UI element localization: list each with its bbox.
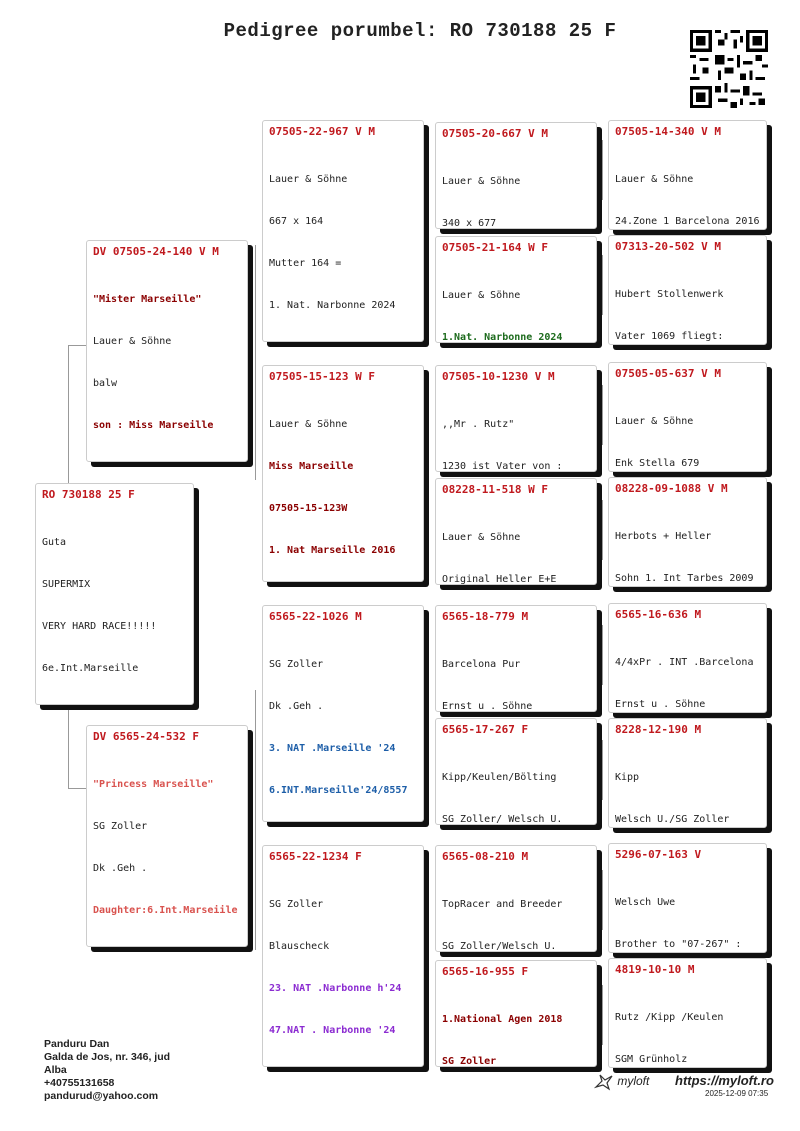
granddam-maternal-card[interactable] <box>262 845 424 1067</box>
gen5-card[interactable] <box>608 477 767 587</box>
line: Lauer & Söhne <box>615 416 694 427</box>
ring-id: 6565-18-779 M <box>442 610 529 623</box>
site-link[interactable]: https://myloft.ro <box>675 1073 774 1088</box>
line: 24.Zone 1 Barcelona 2016 <box>615 216 760 227</box>
connector-line <box>602 255 603 315</box>
owner-name: Panduru Dan <box>44 1038 110 1050</box>
ring-id: 07505-22-967 V M <box>269 125 375 138</box>
line: Lauer & Söhne <box>442 176 521 187</box>
qr-code-icon <box>690 30 768 108</box>
gen4-card[interactable] <box>435 718 597 825</box>
line: Welsch U./SG Zoller <box>615 814 730 825</box>
line: Hubert Stollenwerk <box>615 289 724 300</box>
line: 1.National Agen 2018 <box>442 1014 563 1025</box>
ring-id: 08228-09-1088 V M <box>615 482 728 495</box>
line: 07505-15-123W <box>269 503 348 514</box>
subject-ring-id: RO 730188 25 F <box>42 488 135 501</box>
line <box>269 341 419 342</box>
ring-id: 07313-20-502 V M <box>615 240 721 253</box>
line: 1. Nat Marseille 2016 <box>269 545 396 556</box>
ring-id: 07505-15-123 W F <box>269 370 375 383</box>
subject-line: SUPERMIX <box>42 579 91 590</box>
brand-logo <box>594 1073 649 1091</box>
dam-line: Dk .Geh . <box>93 863 148 874</box>
line: TopRacer and Breeder <box>442 899 563 910</box>
gen5-card[interactable] <box>608 235 767 345</box>
granddam-paternal-card[interactable] <box>262 365 424 582</box>
print-date: 2025-12-09 07:35 <box>705 1089 769 1098</box>
gen4-card[interactable] <box>435 122 597 229</box>
connector-line <box>602 500 603 560</box>
gen4-card[interactable] <box>435 960 597 1067</box>
gen5-card[interactable] <box>608 958 767 1068</box>
gen4-card[interactable] <box>435 605 597 712</box>
line: SGM Grünholz <box>615 1054 688 1065</box>
gen5-card[interactable] <box>608 603 767 713</box>
line: Lauer & Söhne <box>615 174 694 185</box>
connector-line <box>68 345 69 485</box>
ring-id: 08228-11-518 W F <box>442 483 548 496</box>
ring-id: 07505-20-667 V M <box>442 127 548 140</box>
line: Lauer & Söhne <box>442 532 521 543</box>
owner-address: Alba <box>44 1064 67 1076</box>
line: SG Zoller <box>269 659 324 670</box>
line: Blauscheck <box>269 941 330 952</box>
line: Kipp <box>615 772 640 783</box>
bird-logo-icon <box>594 1073 614 1091</box>
line: Herbots + Heller <box>615 531 712 542</box>
line: Lauer & Söhne <box>269 174 348 185</box>
line: Ernst u . Söhne <box>615 699 706 710</box>
line: 47.NAT . Narbonne '24 <box>269 1025 396 1036</box>
ring-id: 6565-22-1026 M <box>269 610 362 623</box>
line: SG Zoller <box>442 1056 497 1067</box>
gen5-card[interactable] <box>608 843 767 953</box>
line: 1. Nat. Narbonne 2024 <box>269 300 396 311</box>
line: Rutz /Kipp /Keulen <box>615 1012 724 1023</box>
line: Miss Marseille <box>269 461 354 472</box>
connector-line <box>602 625 603 685</box>
subject-line <box>42 704 189 705</box>
dam-line <box>93 946 243 947</box>
owner-phone: +40755131658 <box>44 1077 115 1089</box>
ring-id: 07505-14-340 V M <box>615 125 721 138</box>
line: 3. NAT .Marseille '24 <box>269 743 396 754</box>
grandsire-maternal-card[interactable] <box>262 605 424 822</box>
connector-line <box>68 703 69 788</box>
dam-ring-id: DV 6565-24-532 F <box>93 730 199 743</box>
gen5-card[interactable] <box>608 718 767 828</box>
line: 1.Nat. Narbonne 2024 <box>442 332 563 343</box>
subject-line: 6e.Int.Marseille <box>42 663 139 674</box>
line: SG Zoller/ Welsch U. <box>442 814 563 825</box>
sire-line: "Mister Marseille" <box>93 294 202 305</box>
ring-id: 8228-12-190 M <box>615 723 702 736</box>
line: Mutter 164 = <box>269 258 342 269</box>
page-title: Pedigree porumbel: RO 730188 25 F <box>223 20 617 42</box>
subject-line: Guta <box>42 537 67 548</box>
connector-line <box>428 160 429 280</box>
line: SG Zoller <box>269 899 324 910</box>
owner-email[interactable]: pandurud@yahoo.com <box>44 1090 159 1102</box>
connector-line <box>428 895 429 1010</box>
line: Ernst u . Söhne <box>442 701 533 712</box>
connector-line <box>602 985 603 1045</box>
ring-id: 5296-07-163 V <box>615 848 702 861</box>
ring-id: 6565-16-955 F <box>442 965 529 978</box>
connector-line <box>602 740 603 800</box>
dam-line: Daughter:6.Int.Marseiile <box>93 905 238 916</box>
sire-line: Lauer & Söhne <box>93 336 172 347</box>
gen4-card[interactable] <box>435 236 597 343</box>
sire-line <box>93 461 243 462</box>
gen4-card[interactable] <box>435 478 597 585</box>
line: Welsch Uwe <box>615 897 676 908</box>
line: Barcelona Pur <box>442 659 521 670</box>
line: 4/4xPr . INT .Barcelona <box>615 657 754 668</box>
connector-line <box>428 650 429 770</box>
sire-card[interactable] <box>86 240 248 462</box>
connector-line <box>68 788 86 789</box>
line: Dk .Geh . <box>269 701 324 712</box>
line <box>269 1066 419 1067</box>
connector-line <box>255 245 256 480</box>
sire-line: balw <box>93 378 118 389</box>
owner-address: Galda de Jos, nr. 346, jud <box>44 1051 171 1063</box>
line: Vater 1069 fliegt: <box>615 331 724 342</box>
ring-id: 6565-17-267 F <box>442 723 529 736</box>
ring-id: 07505-05-637 V M <box>615 367 721 380</box>
grandsire-paternal-card[interactable] <box>262 120 424 342</box>
line: ,,Mr . Rutz" <box>442 419 515 430</box>
dam-line: "Princess Marseille" <box>93 779 214 790</box>
subject-line: VERY HARD RACE!!!!! <box>42 621 157 632</box>
ring-id: 07505-10-1230 V M <box>442 370 555 383</box>
subject-card[interactable] <box>35 483 194 705</box>
ring-id: 07505-21-164 W F <box>442 241 548 254</box>
line: 6.INT.Marseille'24/8557 <box>269 785 408 796</box>
line: 1230 ist Vater von : <box>442 461 563 472</box>
line: 23. NAT .Narbonne h'24 <box>269 983 402 994</box>
line: Sohn 1. Int Tarbes 2009 <box>615 573 754 584</box>
line: 340 x 677 <box>442 218 497 229</box>
line: Lauer & Söhne <box>269 419 348 430</box>
gen4-card[interactable] <box>435 365 597 472</box>
connector-line <box>602 870 603 930</box>
line: 667 x 164 <box>269 216 324 227</box>
connector-line <box>602 140 603 200</box>
connector-line <box>255 690 256 950</box>
connector-line <box>602 385 603 445</box>
connector-line <box>68 345 86 346</box>
line: Lauer & Söhne <box>442 290 521 301</box>
ring-id: 6565-16-636 M <box>615 608 702 621</box>
sire-line: son : Miss Marseille <box>93 420 214 431</box>
ring-id: 6565-08-210 M <box>442 850 529 863</box>
brand-name: myloft <box>617 1074 650 1089</box>
line: SG Zoller/Welsch U. <box>442 941 557 952</box>
dam-card[interactable] <box>86 725 248 947</box>
dam-line: SG Zoller <box>93 821 148 832</box>
owner-info <box>44 1038 170 1103</box>
gen5-card[interactable] <box>608 362 767 472</box>
line: Kipp/Keulen/Bölting <box>442 772 557 783</box>
ring-id: 6565-22-1234 F <box>269 850 362 863</box>
gen5-card[interactable] <box>608 120 767 230</box>
connector-line <box>428 405 429 520</box>
line: Enk Stella 679 <box>615 458 700 469</box>
ring-id: 4819-10-10 M <box>615 963 695 976</box>
line: Original Heller E+E <box>442 574 557 585</box>
line: Brother to "07-267" : <box>615 939 742 950</box>
gen4-card[interactable] <box>435 845 597 952</box>
sire-ring-id: DV 07505-24-140 V M <box>93 245 219 258</box>
